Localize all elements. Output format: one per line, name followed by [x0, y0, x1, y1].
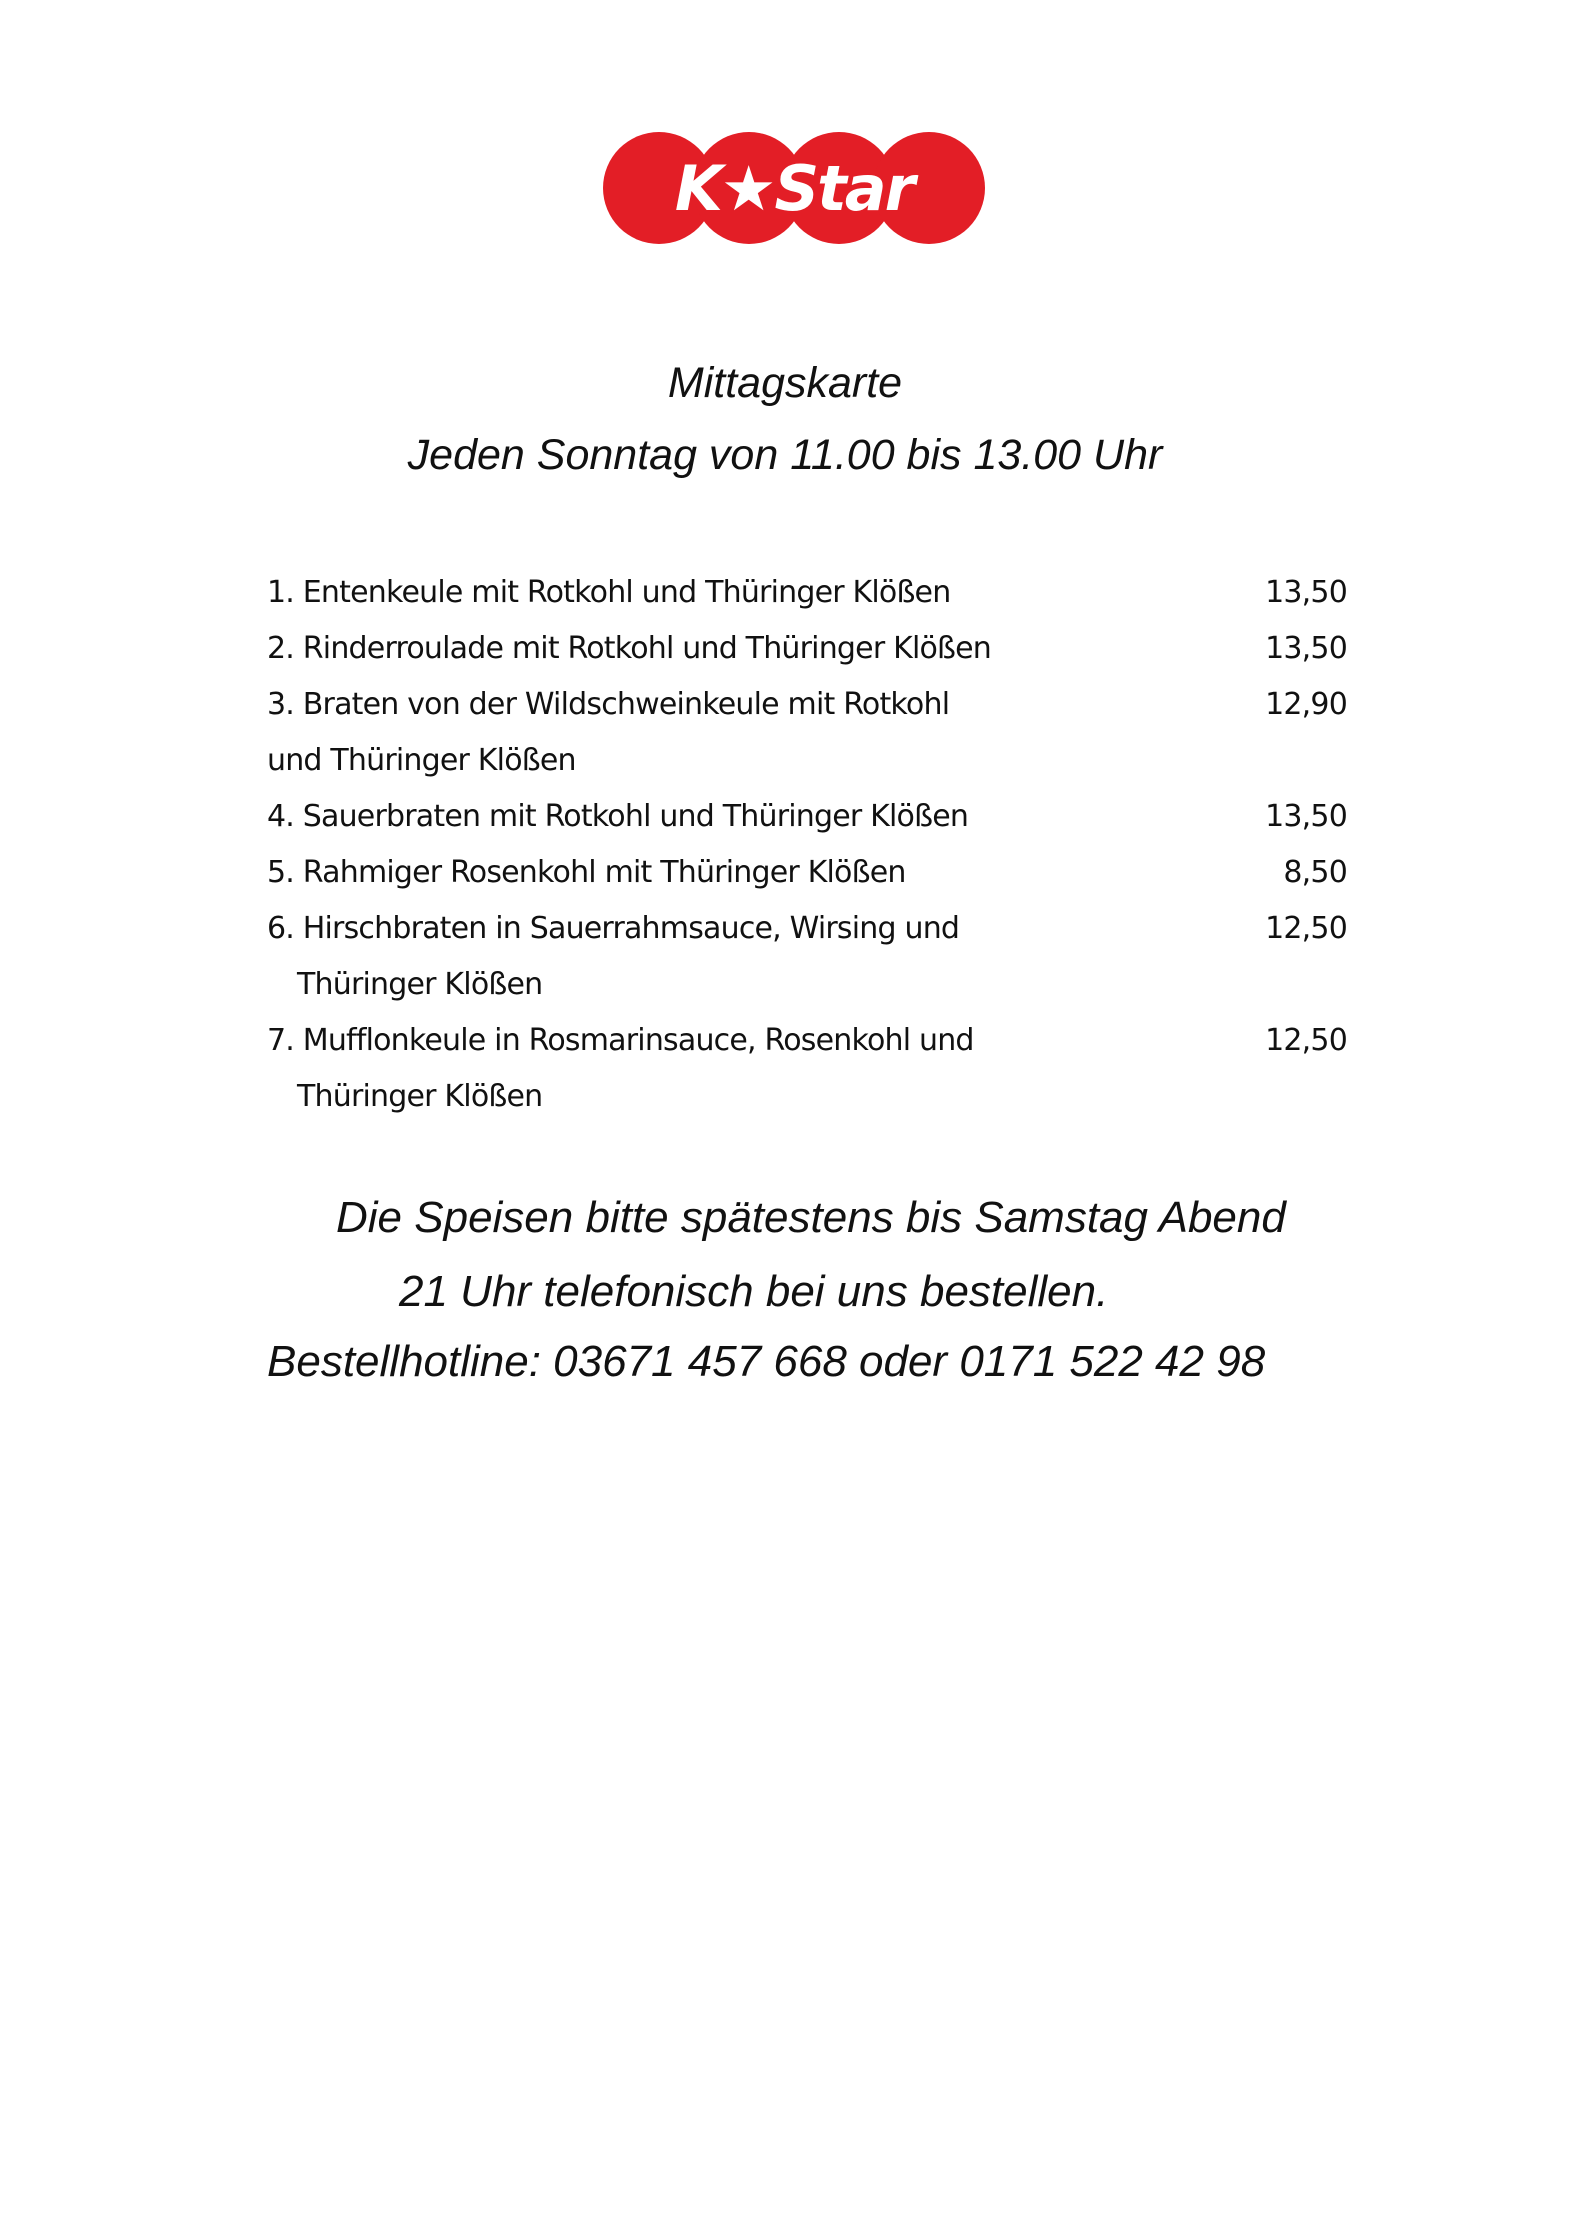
order-note-line-1: Die Speisen bitte spätestens bis Samstag Abend: [336, 1193, 1286, 1242]
menu-item-name: 3. Braten von der Wildschweinkeule mit Rotkohl: [267, 687, 950, 722]
menu-item-name-continued: und Thüringer Klößen: [267, 743, 576, 778]
kstar-logo-graphic: [603, 132, 985, 244]
order-hotline: Bestellhotline: 03671 457 668 oder 0171 522 42 98: [267, 1337, 1266, 1386]
menu-item-price: 13,50: [1265, 631, 1347, 666]
kstar-logo: [603, 132, 985, 244]
menu-item-price: 12,50: [1265, 911, 1347, 946]
page-subtitle: Jeden Sonntag von 11.00 bis 13.00 Uhr: [407, 431, 1163, 479]
menu-item: [267, 789, 1347, 845]
menu-item-price: 12,50: [1265, 1023, 1347, 1058]
menu-item-price: 12,90: [1265, 687, 1347, 722]
menu-item: [267, 677, 1347, 789]
menu-item-price: 13,50: [1265, 575, 1347, 610]
menu-item: [267, 901, 1347, 1013]
menu-item-name: 5. Rahmiger Rosenkohl mit Thüringer Klößen: [267, 855, 906, 890]
menu-item: [267, 1013, 1347, 1125]
order-note-line-2: 21 Uhr telefonisch bei uns bestellen.: [399, 1267, 1109, 1316]
logo-text: K★Star: [674, 152, 914, 225]
menu-item-name-continued: Thüringer Klößen: [297, 967, 543, 1002]
menu-item: [267, 621, 1347, 677]
menu-item-name-continued: Thüringer Klößen: [297, 1079, 543, 1114]
menu-item-name: 7. Mufflonkeule in Rosmarinsauce, Rosenkohl und: [267, 1023, 974, 1058]
menu-item: [267, 845, 1347, 901]
menu-list: [267, 565, 1347, 1125]
menu-item-price: 13,50: [1265, 799, 1347, 834]
menu-item: [267, 565, 1347, 621]
menu-item-name: 1. Entenkeule mit Rotkohl und Thüringer Klößen: [267, 575, 951, 610]
page-title: Mittagskarte: [667, 359, 903, 407]
menu-item-name: 6. Hirschbraten in Sauerrahmsauce, Wirsing und: [267, 911, 960, 946]
menu-item-price: 8,50: [1283, 855, 1347, 890]
menu-item-name: 2. Rinderroulade mit Rotkohl und Thüringer Klößen: [267, 631, 992, 666]
menu-item-name: 4. Sauerbraten mit Rotkohl und Thüringer Klößen: [267, 799, 969, 834]
